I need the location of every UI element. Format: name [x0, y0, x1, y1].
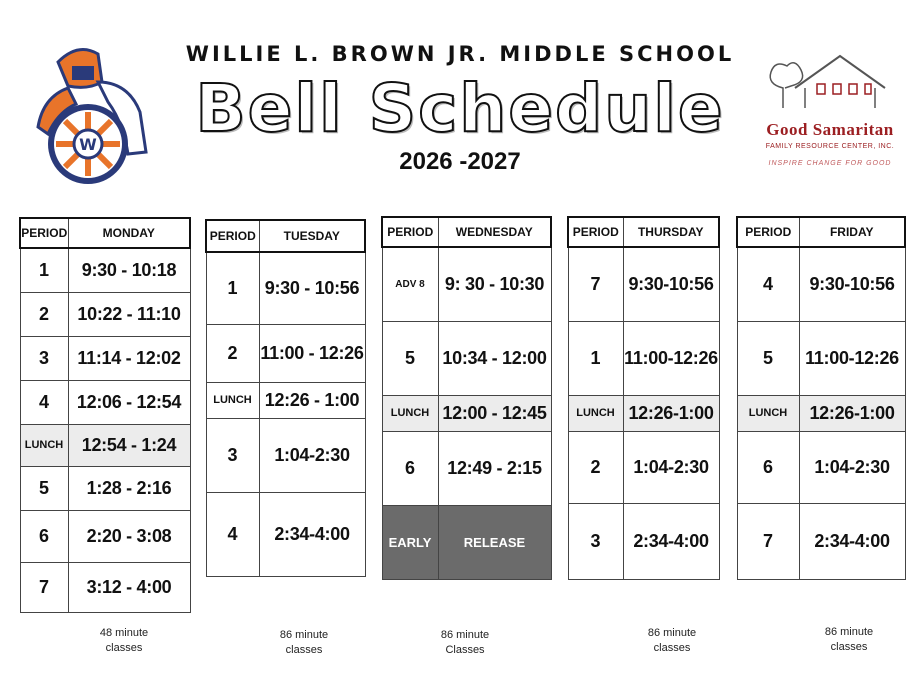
period-time: 10:22 - 11:10	[68, 292, 190, 336]
period-time: 3:12 - 4:00	[68, 562, 190, 612]
period-number: 6	[737, 431, 799, 503]
school-year: 2026 -2027	[399, 148, 521, 175]
lunch-label: LUNCH	[737, 395, 799, 431]
note-line: 86 minute	[440, 629, 490, 641]
wednesday-schedule	[381, 216, 552, 580]
period-number: 4	[737, 247, 799, 321]
good-samaritan-logo	[755, 48, 905, 178]
lunch-label: LUNCH	[20, 424, 68, 466]
day-header: THURSDAY	[623, 217, 719, 247]
lunch-time: 12:26-1:00	[623, 395, 719, 431]
school-name: WILLIE L. BROWN JR. MIDDLE SCHOOL	[185, 42, 735, 66]
logo-tagline: INSPIRE CHANGE FOR GOOD	[768, 160, 892, 167]
period-header: PERIOD	[737, 217, 799, 247]
note-line: 48 minute	[99, 627, 149, 639]
friday-schedule	[736, 216, 906, 580]
period-time: 2:20 - 3:08	[68, 510, 190, 562]
period-time: 9: 30 - 10:30	[438, 247, 551, 321]
thursday-note	[612, 626, 732, 656]
period-time: 2:34-4:00	[259, 492, 365, 576]
period-number: 5	[382, 321, 438, 395]
day-header: MONDAY	[68, 218, 190, 248]
period-time: 11:14 - 12:02	[68, 336, 190, 380]
lunch-label: LUNCH	[206, 382, 259, 418]
tuesday-note	[244, 628, 364, 658]
period-time: 1:04-2:30	[799, 431, 905, 503]
wednesday-note	[405, 628, 525, 658]
monday-schedule	[19, 217, 191, 613]
period-time: 12:06 - 12:54	[68, 380, 190, 424]
note-line: 86 minute	[647, 627, 697, 639]
period-time: 2:34-4:00	[799, 503, 905, 579]
logo-letter: W	[79, 135, 97, 154]
period-time: 11:00 - 12:26	[259, 324, 365, 382]
period-time: 9:30 - 10:18	[68, 248, 190, 292]
day-header: FRIDAY	[799, 217, 905, 247]
day-header: TUESDAY	[259, 220, 365, 252]
period-number: 3	[568, 503, 623, 579]
page-title: Bell Schedule	[195, 70, 725, 147]
note-line: classes	[105, 642, 143, 654]
period-number: 1	[20, 248, 68, 292]
lunch-time: 12:54 - 1:24	[68, 424, 190, 466]
note-line: classes	[830, 641, 868, 653]
period-number: 2	[20, 292, 68, 336]
period-header: PERIOD	[568, 217, 623, 247]
monday-note	[64, 626, 184, 656]
period-time: 2:34-4:00	[623, 503, 719, 579]
period-time: 9:30-10:56	[799, 247, 905, 321]
period-number: 3	[206, 418, 259, 492]
logo-org-sub: FAMILY RESOURCE CENTER, INC.	[765, 143, 895, 150]
lunch-time: 12:00 - 12:45	[438, 395, 551, 431]
period-number: 6	[382, 431, 438, 505]
period-number: 7	[737, 503, 799, 579]
period-time: 1:28 - 2:16	[68, 466, 190, 510]
early-label: EARLY	[382, 505, 438, 579]
period-number: 4	[20, 380, 68, 424]
period-number: 1	[206, 252, 259, 324]
lunch-time: 12:26 - 1:00	[259, 382, 365, 418]
thursday-schedule	[567, 216, 720, 580]
period-header: PERIOD	[206, 220, 259, 252]
note-line: classes	[285, 644, 323, 656]
tuesday-schedule	[205, 219, 366, 577]
period-number: 6	[20, 510, 68, 562]
period-time: 10:34 - 12:00	[438, 321, 551, 395]
period-header: PERIOD	[382, 217, 438, 247]
period-number: 5	[20, 466, 68, 510]
note-line: Classes	[445, 644, 485, 656]
period-time: 12:49 - 2:15	[438, 431, 551, 505]
period-time: 1:04-2:30	[623, 431, 719, 503]
period-time: 11:00-12:26	[799, 321, 905, 395]
period-number: 2	[568, 431, 623, 503]
period-number: 3	[20, 336, 68, 380]
logo-org-name: Good Samaritan	[766, 120, 894, 139]
period-time: 1:04-2:30	[259, 418, 365, 492]
release-label: RELEASE	[438, 505, 551, 579]
period-header: PERIOD	[20, 218, 68, 248]
period-number: 4	[206, 492, 259, 576]
period-number: 5	[737, 321, 799, 395]
period-number: 2	[206, 324, 259, 382]
period-time: 9:30 - 10:56	[259, 252, 365, 324]
period-time: 11:00-12:26	[623, 321, 719, 395]
friday-note	[789, 625, 909, 655]
period-number: 1	[568, 321, 623, 395]
lunch-time: 12:26-1:00	[799, 395, 905, 431]
note-line: 86 minute	[279, 629, 329, 641]
note-line: classes	[653, 642, 691, 654]
advisory-label: ADV 8	[382, 247, 438, 321]
period-number: 7	[568, 247, 623, 321]
lunch-label: LUNCH	[568, 395, 623, 431]
period-time: 9:30-10:56	[623, 247, 719, 321]
day-header: WEDNESDAY	[438, 217, 551, 247]
note-line: 86 minute	[824, 626, 874, 638]
lunch-label: LUNCH	[382, 395, 438, 431]
period-number: 7	[20, 562, 68, 612]
